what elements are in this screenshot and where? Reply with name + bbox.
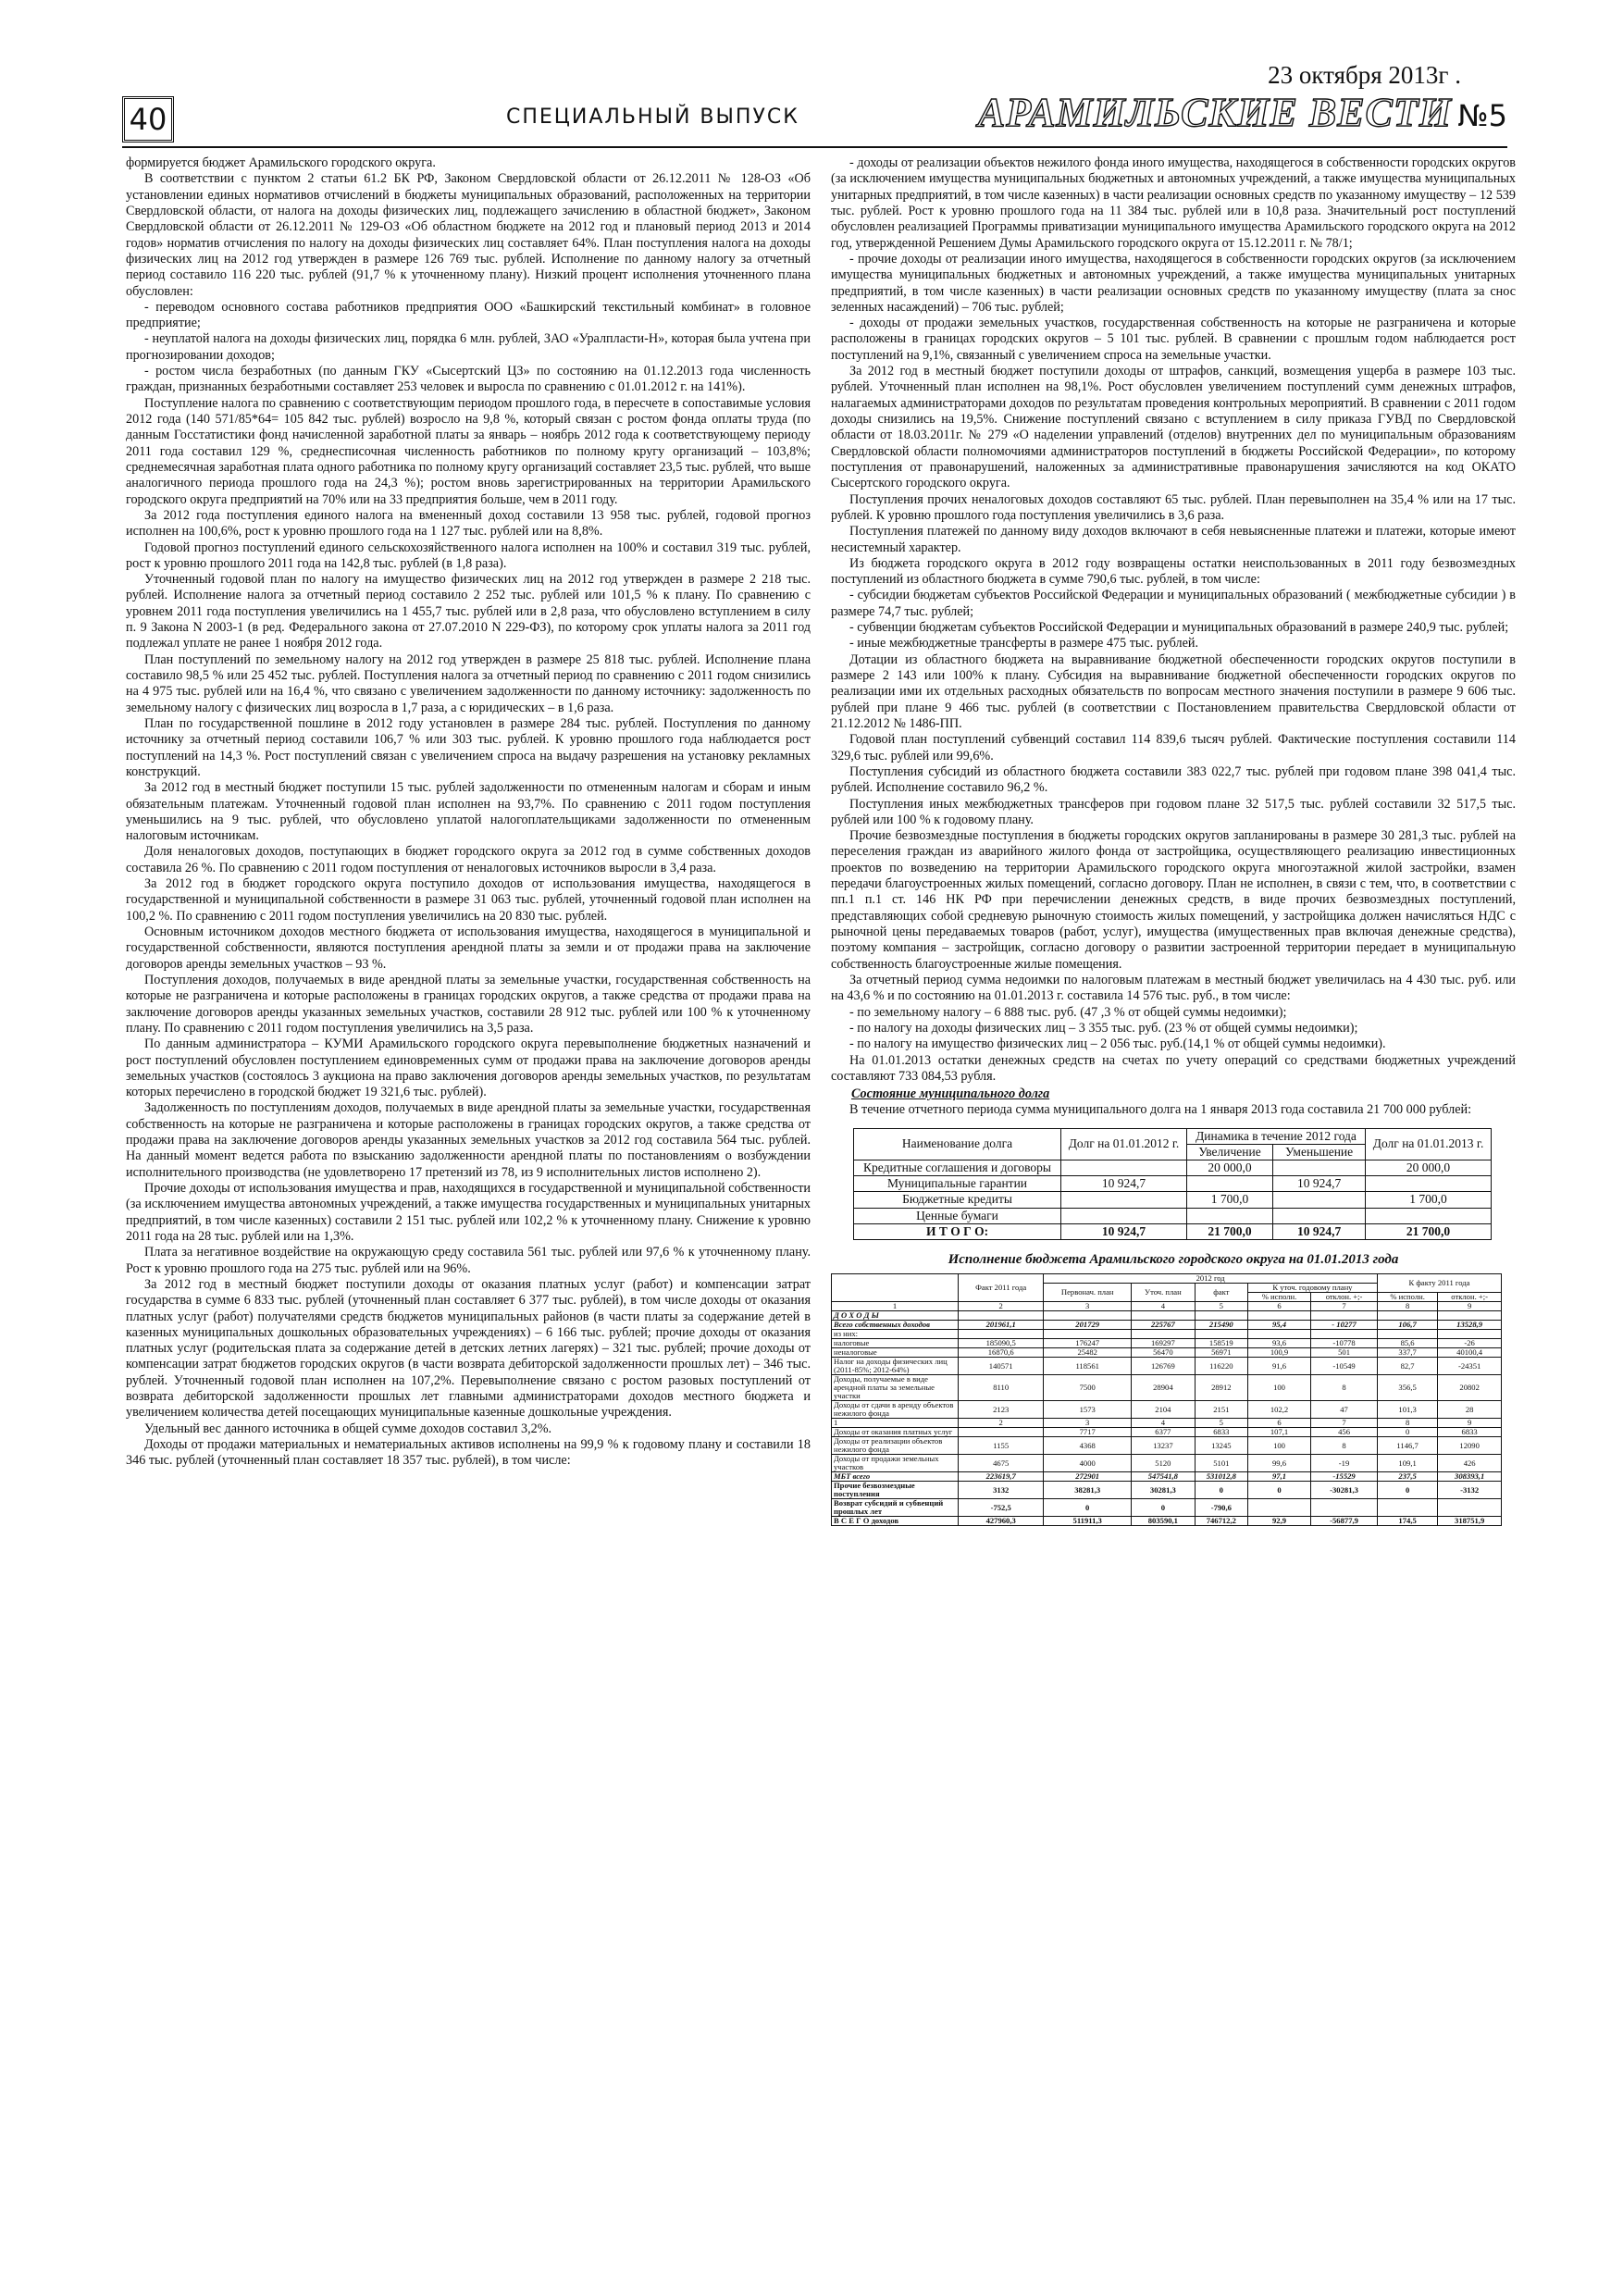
table-row bbox=[832, 1330, 1502, 1339]
table-cell: 93,6 bbox=[1247, 1339, 1310, 1348]
table-cell: 2104 bbox=[1132, 1401, 1196, 1419]
table-cell: 10 924,7 bbox=[1273, 1176, 1366, 1192]
table-cell bbox=[1061, 1192, 1187, 1208]
body-paragraph: Поступления доходов, получаемых в виде арендной платы за земельные участки, государственная собственность на которые не разграничена и которые расположены в границах городских округов, а также средства от продажи права на заключение договоров аренды указанных земельных участков, составили 28 912 тыс. рублей или 100 % к уточненному плану. По сравнению с 2011 годом поступления увеличились на 3,5 раза. bbox=[126, 972, 811, 1036]
table-cell: 547541,8 bbox=[1132, 1472, 1196, 1482]
left-column bbox=[126, 155, 811, 1470]
table-row bbox=[832, 1375, 1502, 1401]
row-label: Прочие безвозмездные поступления bbox=[832, 1482, 959, 1499]
table-cell: Ценные бумаги bbox=[854, 1208, 1061, 1223]
table-cell: 9 bbox=[1438, 1419, 1502, 1428]
body-paragraph: План по государственной пошлине в 2012 году установлен в размере 284 тыс. рублей. Поступления по данному источнику за отчетный период составили 106,7 % или 303 тыс. рублей. К уровню прошлого года наблюдается рост поступлений на 14,3 %. Рост поступлений связан с увеличением спроса на выдачу разрешения на установку рекламных конструкций. bbox=[126, 715, 811, 779]
table-cell: 5 bbox=[1195, 1302, 1247, 1311]
table-cell: 2151 bbox=[1195, 1401, 1247, 1419]
table-cell: 8 bbox=[1311, 1375, 1378, 1401]
body-paragraph: - по налогу на имущество физических лиц – 2 056 тыс. руб.(14,1 % от общей суммы недоимки). bbox=[849, 1036, 1386, 1052]
table-cell: 20 000,0 bbox=[1186, 1160, 1272, 1176]
table-cell: 28904 bbox=[1132, 1375, 1196, 1401]
table-cell: 107,1 bbox=[1247, 1428, 1310, 1437]
table-row bbox=[832, 1321, 1502, 1330]
table-cell: 20802 bbox=[1438, 1375, 1502, 1401]
table-cell: 201729 bbox=[1044, 1321, 1132, 1330]
table-cell: 40100,4 bbox=[1438, 1348, 1502, 1358]
table-cell: 501 bbox=[1311, 1348, 1378, 1358]
table-cell: 223619,7 bbox=[959, 1472, 1044, 1482]
table-row bbox=[832, 1419, 1502, 1428]
body-paragraph: Уточненный годовой план по налогу на имущество физических лиц на 2012 год утвержден в размере 2 218 тыс. рублей. Исполнение налога за отчетный период составило 2 252 тыс. рублей или 101,5 % к плану. По сравнению с уровнем 2011 года поступления увеличились на 1 455,7 тыс. рублей или в 2,8 раза, что обусловлено вступлением в силу п. 9 Закона N 2003-1 (в ред. Федерального закона от 27.07.2010 N 229-ФЗ), по которому срок уплаты налога за 2011 год подлежал уплате не ранее 1 ноября 2012 года. bbox=[126, 572, 811, 652]
table-cell: 8110 bbox=[959, 1375, 1044, 1401]
table-cell: 176247 bbox=[1044, 1339, 1132, 1348]
body-paragraph: - доходы от продажи земельных участков, государственная собственность на которые не разграничена и которые расположены в границах городских округов – 5 101 тыс. рублей. В сравнении с прошлым годом наблюдается рост поступлений на 9,1%, связанный с увеличением спроса на земельные участки. bbox=[831, 316, 1516, 363]
debt-col-2012: Долг на 01.01.2012 г. bbox=[1061, 1128, 1187, 1160]
exec-col-plan-updated: Уточ. план bbox=[1132, 1283, 1196, 1301]
issue-number: №5 bbox=[1457, 98, 1507, 133]
table-cell: 109,1 bbox=[1377, 1455, 1437, 1472]
exec-col-fact: факт bbox=[1195, 1283, 1247, 1301]
table-cell: 0 bbox=[1132, 1499, 1196, 1517]
table-cell: 511911,3 bbox=[1044, 1517, 1132, 1526]
table-cell bbox=[1377, 1330, 1437, 1339]
table-cell: 20 000,0 bbox=[1366, 1160, 1492, 1176]
table-row bbox=[854, 1176, 1492, 1192]
exec-col-pct2: % исполн. bbox=[1377, 1292, 1437, 1301]
body-paragraph: В соответствии с пунктом 2 статьи 61.2 БК РФ, Законом Свердловской области от 26.12.2011 № 128-ОЗ «Об установлении единых нормативов отчислений в бюджеты муниципальных образований, расположенных на территории Свердловской области, от налога на доходы физических лиц, подлежащего зачислению в областной бюджет», Законом Свердловской области от 26.12.2011 № 129-ОЗ «Об областном бюджете на 2012 год и плановый период 2013 и 2014 годов» норматив отчисления по налогу на доходы физических лиц составляет 64%. План поступления налога на доходы физических лиц на 2012 год утвержден в размере 126 769 тыс. рублей. Исполнение по данному налогу за отчетный период составило 116 220 тыс. рублей (91,7 % к уточненному плану). Низкий процент исполнения уточненного плана обусловлен: bbox=[126, 171, 811, 299]
body-paragraph: За 2012 год в местный бюджет поступили доходы от штрафов, санкций, возмещения ущерба в размере 103 тыс. рублей. Уточненный план исполнен на 98,1%. Рост обусловлен увеличением поступлений сумм денежных штрафов, налагаемых администраторами доходов по результатам проведения контрольных мероприятий. В сравнении с 2011 годом доходы снизились на 19,5%. Снижение поступлений связано с вступлением в силу приказа ГУВД по Свердловской области от 18.03.2011г. № 279 «О наделении управлений (отделов) внутренних дел по муниципальным образованиям Свердловской области полномочиями администраторов поступлений в бюджеты Российской Федерации», по которому поступления от правонарушений, наложенных за административные правонарушения зачисляются на код ОКАТО Сысертского городского округа. bbox=[831, 364, 1516, 491]
table-cell: 4 bbox=[1132, 1419, 1196, 1428]
table-cell bbox=[1273, 1208, 1366, 1223]
table-cell bbox=[1247, 1330, 1310, 1339]
row-label: В С Е Г О доходов bbox=[832, 1517, 959, 1526]
table-row bbox=[854, 1160, 1492, 1176]
body-paragraph: Поступления субсидий из областного бюджета составили 383 022,7 тыс. рублей при годовом плане 398 041,4 тыс. рублей. Исполнение составило 96,2 %. bbox=[831, 763, 1516, 796]
table-cell: -30281,3 bbox=[1311, 1482, 1378, 1499]
debt-intro: В течение отчетного периода сумма муниципального долга на 1 января 2013 года составила 21 700 000 рублей: bbox=[849, 1102, 1472, 1118]
debt-heading: Состояние муниципального долга bbox=[851, 1086, 1050, 1102]
table-cell bbox=[1438, 1311, 1502, 1321]
exec-col-to-updated: К уточ. годовому плану bbox=[1247, 1283, 1377, 1292]
table-cell: -19 bbox=[1311, 1455, 1378, 1472]
debt-total-2012: 10 924,7 bbox=[1061, 1223, 1187, 1239]
table-cell: 85,6 bbox=[1377, 1339, 1437, 1348]
table-row bbox=[832, 1517, 1502, 1526]
table-cell: 2123 bbox=[959, 1401, 1044, 1419]
table-cell: 3 bbox=[1044, 1302, 1132, 1311]
table-cell: 201961,1 bbox=[959, 1321, 1044, 1330]
table-cell: 38281,3 bbox=[1044, 1482, 1132, 1499]
row-label: Доходы от сдачи в аренду объектов нежилого фонда bbox=[832, 1401, 959, 1419]
body-paragraph: - субсидии бюджетам субъектов Российской Федерации и муниципальных образований ( межбюджетные субсидии ) в размере 74,7 тыс. рублей; bbox=[831, 588, 1516, 619]
table-cell bbox=[1044, 1330, 1132, 1339]
table-cell: - 10277 bbox=[1311, 1321, 1378, 1330]
body-paragraph: За отчетный период сумма недоимки по налоговым платежам в местный бюджет увеличилась на 4 430 тыс. руб. или на 43,6 % и по состоянию на 01.01.2013 г. составила 14 576 тыс. руб., в том числе: bbox=[831, 972, 1516, 1004]
exec-col-dev: отклон. +;- bbox=[1311, 1292, 1378, 1301]
table-cell: -790,6 bbox=[1195, 1499, 1247, 1517]
table-cell bbox=[1311, 1499, 1378, 1517]
table-cell: 4368 bbox=[1044, 1437, 1132, 1455]
table-row bbox=[832, 1472, 1502, 1482]
table-cell: 7 bbox=[1311, 1419, 1378, 1428]
table-cell: 28 bbox=[1438, 1401, 1502, 1419]
row-label: из них: bbox=[832, 1330, 959, 1339]
body-paragraph: формируется бюджет Арамильского городского округа. bbox=[126, 155, 436, 170]
table-cell: -752,5 bbox=[959, 1499, 1044, 1517]
table-cell bbox=[1195, 1311, 1247, 1321]
table-cell: 100,9 bbox=[1247, 1348, 1310, 1358]
row-label: Доходы от оказания платных услуг bbox=[832, 1428, 959, 1437]
row-label: налоговые bbox=[832, 1339, 959, 1348]
table-cell: 185090,5 bbox=[959, 1339, 1044, 1348]
table-cell: 8 bbox=[1377, 1419, 1437, 1428]
table-cell: 5101 bbox=[1195, 1455, 1247, 1472]
table-cell: 1155 bbox=[959, 1437, 1044, 1455]
table-cell: -10778 bbox=[1311, 1339, 1378, 1348]
body-paragraph: - прочие доходы от реализации иного имущества, находящегося в собственности городских округов (за исключением имущества муниципальных бюджетных и автономных учреждений, а также имущества муниципальных унитарных предприятий, в том числе казенных) в части реализации основных средств по указанному имуществу (плата за снос зеленных насаждений) – 706 тыс. рублей; bbox=[831, 251, 1516, 315]
table-row bbox=[854, 1208, 1492, 1223]
row-label: Доходы от реализации объектов нежилого фонда bbox=[832, 1437, 959, 1455]
table-cell bbox=[1366, 1208, 1492, 1223]
body-paragraph: - переводом основного состава работников предприятия ООО «Башкирский текстильный комбинат» в головное предприятие; bbox=[126, 299, 811, 331]
debt-total-increase: 21 700,0 bbox=[1186, 1223, 1272, 1239]
table-cell: 3132 bbox=[959, 1482, 1044, 1499]
table-cell bbox=[1273, 1192, 1366, 1208]
debt-total-row bbox=[854, 1223, 1492, 1239]
table-cell: 7 bbox=[1311, 1302, 1378, 1311]
table-row bbox=[832, 1437, 1502, 1455]
row-label: 1 bbox=[832, 1419, 959, 1428]
table-row bbox=[832, 1358, 1502, 1375]
table-cell bbox=[1132, 1311, 1196, 1321]
table-cell bbox=[1186, 1176, 1272, 1192]
table-cell: 6 bbox=[1247, 1419, 1310, 1428]
table-cell: 272901 bbox=[1044, 1472, 1132, 1482]
table-cell bbox=[1311, 1311, 1378, 1321]
body-paragraph: Поступления платежей по данному виду доходов включают в себя невыясненные платежи и платежи, которые имеют несистемный характер. bbox=[831, 524, 1516, 555]
date-line: 23 октября 2013г . bbox=[1268, 61, 1461, 89]
table-cell: 9 bbox=[1438, 1302, 1502, 1311]
table-cell: 0 bbox=[1377, 1482, 1437, 1499]
table-cell bbox=[1247, 1311, 1310, 1321]
table-cell: 426 bbox=[1438, 1455, 1502, 1472]
table-row bbox=[832, 1455, 1502, 1472]
table-cell: 0 bbox=[1247, 1482, 1310, 1499]
table-cell: 140571 bbox=[959, 1358, 1044, 1375]
table-cell bbox=[1438, 1499, 1502, 1517]
table-cell: 225767 bbox=[1132, 1321, 1196, 1330]
table-cell bbox=[1311, 1330, 1378, 1339]
body-paragraph: Удельный вес данного источника в общей сумме доходов составил 3,2%. bbox=[144, 1421, 552, 1436]
row-label: Доходы, получаемые в виде арендной платы за земельные участки bbox=[832, 1375, 959, 1401]
debt-col-name: Наименование долга bbox=[854, 1128, 1061, 1160]
row-label: МБТ всего bbox=[832, 1472, 959, 1482]
table-cell: 95,4 bbox=[1247, 1321, 1310, 1330]
exec-col-to-fact2011: К факту 2011 года bbox=[1377, 1273, 1501, 1292]
table-cell: 4000 bbox=[1044, 1455, 1132, 1472]
table-cell bbox=[1247, 1499, 1310, 1517]
table-row bbox=[854, 1192, 1492, 1208]
table-cell: 25482 bbox=[1044, 1348, 1132, 1358]
table-cell: 99,6 bbox=[1247, 1455, 1310, 1472]
table-cell: 4675 bbox=[959, 1455, 1044, 1472]
table-cell: 6833 bbox=[1195, 1428, 1247, 1437]
table-cell: 746712,2 bbox=[1195, 1517, 1247, 1526]
table-cell: 8 bbox=[1377, 1302, 1437, 1311]
table-cell: 215490 bbox=[1195, 1321, 1247, 1330]
row-label: Налог на доходы физических лиц (2011-85%; 2012-64%) bbox=[832, 1358, 959, 1375]
table-cell: 118561 bbox=[1044, 1358, 1132, 1375]
table-cell: 56470 bbox=[1132, 1348, 1196, 1358]
table-cell: 5 bbox=[1195, 1419, 1247, 1428]
table-cell: 169297 bbox=[1132, 1339, 1196, 1348]
table-cell: -3132 bbox=[1438, 1482, 1502, 1499]
table-row bbox=[832, 1428, 1502, 1437]
table-cell: 531012,8 bbox=[1195, 1472, 1247, 1482]
body-paragraph: - ростом числа безработных (по данным ГКУ «Сысертский ЦЗ» по состоянию на 01.12.2013 года численность граждан, признанных безработными составляет 253 человек и выросла по сравнению с 01.01.2012 г. на 141%). bbox=[126, 364, 811, 395]
body-paragraph: Доходы от продажи материальных и нематериальных активов исполнены на 99,9 % к годовому плану и составили 18 346 тыс. рублей (уточненный план составляет 18 357 тыс. рублей), в том числе: bbox=[126, 1437, 811, 1469]
body-paragraph: Дотации из областного бюджета на выравнивание бюджетной обеспеченности городских округов поступили в размере 2 143 или 100% к плану. Субсидия на выравнивание бюджетной обеспеченности городских округов по реализации ими их отдельных расходных обязательств по вопросам местного значения поступили в размере 9 606 тыс. рублей при плане 9 466 тыс. рублей (в соответствии с Постановлением правительства Свердловской области от 21.12.2012 № 1486-ПП. bbox=[831, 652, 1516, 731]
body-paragraph: За 2012 год в местный бюджет поступили доходы от оказания платных услуг (работ) и компенсации затрат государства в сумме 6 833 тыс. рублей (уточненный план составляет 6 377 тыс. рублей), в том числе доходы от оказания платных услуг (работ) получателями средств бюджетов муниципальных районов (в части платы за содержание детей в казенных муниципальных дошкольных образовательных учреждениях) – 6 166 тыс. рублей; прочие доходы от оказания платных услуг (родительская плата за содержание детей в детских летних лагерях) – 321 тыс. рублей; прочие доходы от компенсации затрат бюджетов городских округов (в части возврата дебиторской задолженности прошлых лет) – 346 тыс. рублей. Уточненный годовой план исполнен на 107,2%. Перевыполнение связано с ростом разовых поступлений от возврата дебиторской задолженности прошлых лет главными администраторами доходов местного бюджета и увеличением количества детей посещающих муниципальные казенные дошкольные учреждения. bbox=[126, 1276, 811, 1421]
table-cell: 13528,9 bbox=[1438, 1321, 1502, 1330]
table-cell: 126769 bbox=[1132, 1358, 1196, 1375]
table-cell bbox=[959, 1330, 1044, 1339]
table-cell: 10 924,7 bbox=[1061, 1176, 1187, 1192]
body-paragraph: - неуплатой налога на доходы физических лиц, порядка 6 млн. рублей, ЗАО «Уралпласти-Н», которая была учтена при прогнозировании доходов; bbox=[126, 331, 811, 363]
row-label: Доходы от продажи земельных участков bbox=[832, 1455, 959, 1472]
table-cell: 2 bbox=[959, 1302, 1044, 1311]
body-paragraph: - иные межбюджетные трансферты в размере 475 тыс. рублей. bbox=[849, 636, 1199, 652]
page-number: 40 bbox=[122, 96, 174, 143]
table-cell: 13245 bbox=[1195, 1437, 1247, 1455]
table-row bbox=[832, 1499, 1502, 1517]
section-title: СПЕЦИАЛЬНЫЙ ВЫПУСК bbox=[506, 105, 799, 129]
row-label: Возврат субсидий и субвенций прошлых лет bbox=[832, 1499, 959, 1517]
table-cell: Бюджетные кредиты bbox=[854, 1192, 1061, 1208]
table-cell bbox=[1195, 1330, 1247, 1339]
table-row bbox=[832, 1339, 1502, 1348]
debt-col-dynamics: Динамика в течение 2012 года bbox=[1186, 1128, 1365, 1144]
table-cell: 97,1 bbox=[1247, 1472, 1310, 1482]
body-paragraph: - по налогу на доходы физических лиц – 3 355 тыс. руб. (23 % от общей суммы недоимки); bbox=[849, 1020, 1358, 1036]
debt-table bbox=[853, 1128, 1492, 1240]
body-paragraph: План поступлений по земельному налогу на 2012 год утвержден в размере 25 818 тыс. рублей. Исполнение плана составило 98,5 % или 25 452 тыс. рублей. Поступления налога за отчетный период по сравнению с 2011 годом снизились на 4 975 тыс. рублей или на 16,4 %, что связано с увеличением задолженности по данному источнику: задолженность по земельному налогу с физических лиц возросла в 1,7 раза, а с юридических – в 1,6 раза. bbox=[126, 652, 811, 715]
table-cell: 1146,7 bbox=[1377, 1437, 1437, 1455]
debt-col-increase: Увеличение bbox=[1186, 1144, 1272, 1160]
table-cell: 5120 bbox=[1132, 1455, 1196, 1472]
table-cell: 356,5 bbox=[1377, 1375, 1437, 1401]
body-paragraph: - доходы от реализации объектов нежилого фонда иного имущества, находящегося в собственности городских округов (за исключением имущества муниципальных бюджетных и автономных учреждений, а также имущества муниципальных унитарных предприятий, в том числе казенных) в части реализации основных средств по указанному имуществу – 12 539 тыс. рублей. Рост к уровню прошлого года на 11 384 тыс. рублей или в 10,8 раза. Значительный рост поступлений обусловлен реализацией Программы приватизации муниципального имущества Арамильского городского округа на 2012 год, утвержденной Решением Думы Арамильского городского округа от 15.12.2011 г. № 78/1; bbox=[831, 155, 1516, 251]
body-paragraph: Прочие безвозмездные поступления в бюджеты городских округов запланированы в размере 30 281,3 тыс. рублей на переселения граждан из аварийного жилого фонда от застройщика, осуществляющего реализацию инвестиционных проектов по возведению на территории Арамильского городского округа многоэтажной жилой застройки, взамен передачи благоустроенных жилых помещений, согласно договору. План не исполнен, в связи с тем, что, в соответствии с пп.1 п.1 ст. 146 НК РФ при перечислении денежных средств, в виде прочих безвозмездных поступлений, представляющих собой средневую рыночную стоимость жилых помещений, у застройщика должен начисляться НДС с рыночной цены передаваемых товаров (работ, услуг), имущества (имущественных прав включая денежные средства), поэтому компания – застройщик, согласно договору о развитии застроенной территории передает в муниципальную собственность благоустроенные жилые помещения. bbox=[831, 828, 1516, 972]
table-cell: 56971 bbox=[1195, 1348, 1247, 1358]
body-paragraph: На 01.01.2013 остатки денежных средств на счетах по учету операций со средствами бюджетных учреждений составляют 733 084,53 рубля. bbox=[831, 1052, 1516, 1084]
table-cell: 803590,1 bbox=[1132, 1517, 1196, 1526]
body-paragraph: Годовой план поступлений субвенций составил 114 839,6 тысяч рублей. Фактические поступления составили 114 329,6 тыс. рублей или 99,6%. bbox=[831, 732, 1516, 763]
table-cell: 308393,1 bbox=[1438, 1472, 1502, 1482]
body-paragraph: Прочие доходы от использования имущества и прав, находящихся в государственной и муниципальной собственности (за исключением имущества автономных учреждений, а также имущества государственных и муниципальных унитарных предприятий, в том числе казенных) составили 2 151 тыс. рублей или 102,2 % к уточненному плану. Снижение к уровню 2011 года на 28 тыс. рублей или на 1,3%. bbox=[126, 1181, 811, 1244]
table-cell bbox=[1273, 1160, 1366, 1176]
table-row bbox=[832, 1348, 1502, 1358]
table-cell: 7500 bbox=[1044, 1375, 1132, 1401]
table-cell: 2 bbox=[959, 1419, 1044, 1428]
table-cell: 30281,3 bbox=[1132, 1482, 1196, 1499]
debt-col-2013: Долг на 01.01.2013 г. bbox=[1366, 1128, 1492, 1160]
paper-logo: АРАМИЛЬСКИЕ ВЕСТИ bbox=[977, 90, 1452, 135]
body-paragraph: Годовой прогноз поступлений единого сельскохозяйственного налога исполнен на 100% и составил 319 тыс. рублей, рост к уровню прошлого 2011 года на 142,8 тыс. рублей (в 1,8 раза). bbox=[126, 540, 811, 571]
table-cell bbox=[1061, 1160, 1187, 1176]
table-cell bbox=[1366, 1176, 1492, 1192]
table-cell bbox=[1061, 1208, 1187, 1223]
table-cell: 0 bbox=[1377, 1428, 1437, 1437]
table-cell bbox=[1377, 1499, 1437, 1517]
body-paragraph: По данным администратора – КУМИ Арамильского городского округа перевыполнение бюджетных назначений и рост поступлений обусловлен поступлением единовременных сумм от продажи права на заключение договоров аренды земельных участков (состоялось 3 аукциона на право заключения договоров аренды земельных участков, по результатам которых перечислено в городской бюджет 19 321,6 тыс. рублей). bbox=[126, 1036, 811, 1100]
table-cell: 82,7 bbox=[1377, 1358, 1437, 1375]
body-paragraph: Поступление налога по сравнению с соответствующим периодом прошлого года, в пересчете в сопоставимые условия 2012 года (140 571/85*64= 105 842 тыс. рублей) возросло на 9,8 %, который связан с ростом фонда оплаты труда (по данным Госстатистики фонд начисленной заработной платы за январь – ноябрь 2012 года к соответствующему периоду 2011 года составил 129 %, среднесписочная численность работников по полному кругу организаций – 103,8%; среднемесячная заработная плата одного работника по полному кругу организаций составляет 23,5 тыс. рублей, что выше аналогичного периода прошлого года на 24,3 %); ростом вновь зарегистрированных на территории Арамильского городского округа предприятий на 70% или на 33 предприятия больше, чем в 2011 году. bbox=[126, 395, 811, 507]
table-cell: 456 bbox=[1311, 1428, 1378, 1437]
table-cell: 106,7 bbox=[1377, 1321, 1437, 1330]
exec-col-fact2011: Факт 2011 года bbox=[959, 1273, 1044, 1301]
table-cell: 100 bbox=[1247, 1437, 1310, 1455]
execution-table bbox=[831, 1273, 1502, 1526]
body-paragraph: За 2012 года поступления единого налога на вмененный доход составили 13 958 тыс. рублей, годовой прогноз исполнен на 100,6%, рост к уровню прошлого года на 1 127 тыс. рублей или на 8,8%. bbox=[126, 507, 811, 540]
row-label: неналоговые bbox=[832, 1348, 959, 1358]
body-paragraph: Основным источником доходов местного бюджета от использования имущества, находящегося в муниципальной и государственной собственности, являются поступления арендной платы за земли и от продажи права на заключение договоров аренды земельных участков – 93 %. bbox=[126, 925, 811, 972]
table-cell: 6 bbox=[1247, 1302, 1310, 1311]
debt-total-decrease: 10 924,7 bbox=[1273, 1223, 1366, 1239]
table-cell: 427960,3 bbox=[959, 1517, 1044, 1526]
table-cell: 3 bbox=[1044, 1419, 1132, 1428]
debt-total-label: И Т О Г О: bbox=[854, 1223, 1061, 1239]
table-cell: 158519 bbox=[1195, 1339, 1247, 1348]
table-cell: 12090 bbox=[1438, 1437, 1502, 1455]
table-cell: 1 bbox=[832, 1302, 959, 1311]
table-cell: 0 bbox=[1044, 1499, 1132, 1517]
table-cell: Муниципальные гарантии bbox=[854, 1176, 1061, 1192]
masthead bbox=[122, 90, 1507, 148]
table-cell: 0 bbox=[1195, 1482, 1247, 1499]
table-cell bbox=[1186, 1208, 1272, 1223]
table-cell: 1 700,0 bbox=[1366, 1192, 1492, 1208]
table-cell: 100 bbox=[1247, 1375, 1310, 1401]
table-cell: 8 bbox=[1311, 1437, 1378, 1455]
table-cell bbox=[1132, 1330, 1196, 1339]
exec-col-2012: 2012 год bbox=[1044, 1273, 1378, 1283]
body-paragraph: За 2012 год в местный бюджет поступили 15 тыс. рублей задолженности по отмененным налогам и сборам и иным обязательным платежам. Уточненный годовой план исполнен на 93,7%. По сравнению с 2011 годом поступления уменьшились на 9 тыс. рублей, что обусловлено уплатой налогоплательщиками задолженности по отмененным налоговым источникам. bbox=[126, 780, 811, 844]
table-cell: 7717 bbox=[1044, 1428, 1132, 1437]
body-paragraph: Доля неналоговых доходов, поступающих в бюджет городского округа за 2012 год в сумме собственных доходов составила 26 %. По сравнению с 2011 годом поступления от неналоговых источников выросли в 3,4 раза. bbox=[126, 844, 811, 875]
table-cell: -56877,9 bbox=[1311, 1517, 1378, 1526]
table-cell: 6833 bbox=[1438, 1428, 1502, 1437]
body-paragraph: Плата за негативное воздействие на окружающую среду составила 561 тыс. рублей или 97,6 % к уточненному плану. Рост к уровню прошлого года на 275 тыс. рублей или на 96%. bbox=[126, 1245, 811, 1276]
table-cell: -15529 bbox=[1311, 1472, 1378, 1482]
body-paragraph: - субвенции бюджетам субъектов Российской Федерации и муниципальных образований в размере 240,9 тыс. рублей; bbox=[849, 620, 1509, 636]
body-paragraph: Задолженность по поступлениям доходов, получаемых в виде арендной платы за земельные участки, государственная собственность на которые не разграничена и которые расположены в границах городских округов, а также средства от продажи права на заключение договоров аренды указанных земельных участков за 2012 год составила 564 тыс. рублей. На данный момент ведется работа по взысканию задолженности арендной платы по постановлениям о возбуждении исполнительного производства (не удовлетворено 17 претензий из 78, из 9 исполнительных листов исполнено 2). bbox=[126, 1100, 811, 1180]
body-paragraph: - по земельному налогу – 6 888 тыс. руб. (47 ,3 % от общей суммы недоимки); bbox=[849, 1004, 1287, 1020]
table-cell: -26 bbox=[1438, 1339, 1502, 1348]
table-cell: -10549 bbox=[1311, 1358, 1378, 1375]
table-cell: 13237 bbox=[1132, 1437, 1196, 1455]
exec-col-label bbox=[832, 1273, 959, 1301]
table-cell: Кредитные соглашения и договоры bbox=[854, 1160, 1061, 1176]
table-cell: 6377 bbox=[1132, 1428, 1196, 1437]
table-cell: 4 bbox=[1132, 1302, 1196, 1311]
table-cell bbox=[1044, 1311, 1132, 1321]
table-cell: 16870,6 bbox=[959, 1348, 1044, 1358]
exec-col-dev2: отклон. +;- bbox=[1438, 1292, 1502, 1301]
table-cell bbox=[959, 1428, 1044, 1437]
exec-col-pct: % исполн. bbox=[1247, 1292, 1310, 1301]
table-cell: 116220 bbox=[1195, 1358, 1247, 1375]
table-cell: 101,3 bbox=[1377, 1401, 1437, 1419]
table-cell: 337,7 bbox=[1377, 1348, 1437, 1358]
row-label: Всего собственных доходов bbox=[832, 1321, 959, 1330]
table-cell: 318751,9 bbox=[1438, 1517, 1502, 1526]
body-paragraph: Из бюджета городского округа в 2012 году возвращены остатки неиспользованных в 2011 году безвозмездных поступлений из областного бюджета в сумме 790,6 тыс. рублей, в том числе: bbox=[831, 555, 1516, 588]
row-label: Д О Х О Д Ы bbox=[832, 1311, 959, 1321]
table-cell: 174,5 bbox=[1377, 1517, 1437, 1526]
body-paragraph: За 2012 год в бюджет городского округа поступило доходов от использования имущества, находящегося в государственной и муниципальной собственности в размере 31 063 тыс. рублей, уточненный годовой план исполнен на 100,2 %. По сравнению с 2011 годом поступления увеличились на 20 830 тыс. рублей. bbox=[126, 876, 811, 924]
table-cell bbox=[1438, 1330, 1502, 1339]
table-cell: 1573 bbox=[1044, 1401, 1132, 1419]
table-cell: 92,9 bbox=[1247, 1517, 1310, 1526]
table-cell: 47 bbox=[1311, 1401, 1378, 1419]
body-paragraph: Поступления прочих неналоговых доходов составляют 65 тыс. рублей. План перевыполнен на 35,4 % или на 17 тыс. рублей. К уровню прошлого года поступления увеличились в 3,6 раза. bbox=[831, 491, 1516, 523]
table-cell bbox=[959, 1311, 1044, 1321]
table-row bbox=[832, 1482, 1502, 1499]
debt-col-decrease: Уменьшение bbox=[1273, 1144, 1366, 1160]
table-cell: 1 700,0 bbox=[1186, 1192, 1272, 1208]
debt-total-2013: 21 700,0 bbox=[1366, 1223, 1492, 1239]
table-cell: 91,6 bbox=[1247, 1358, 1310, 1375]
table-row bbox=[832, 1401, 1502, 1419]
right-column bbox=[831, 155, 1516, 1526]
body-paragraph: Поступления иных межбюджетных трансферов при годовом плане 32 517,5 тыс. рублей составили 32 517,5 тыс. рублей или 100 % к годовому плану. bbox=[831, 796, 1516, 827]
exec-col-plan-initial: Первонач. план bbox=[1044, 1283, 1132, 1301]
table-row bbox=[832, 1311, 1502, 1321]
execution-title: Исполнение бюджета Арамильского городского округа на 01.01.2013 года bbox=[948, 1251, 1399, 1267]
table-cell: 102,2 bbox=[1247, 1401, 1310, 1419]
exec-numbers-row bbox=[832, 1302, 1502, 1311]
table-cell: 28912 bbox=[1195, 1375, 1247, 1401]
table-cell: -24351 bbox=[1438, 1358, 1502, 1375]
table-cell bbox=[1377, 1311, 1437, 1321]
table-cell: 237,5 bbox=[1377, 1472, 1437, 1482]
